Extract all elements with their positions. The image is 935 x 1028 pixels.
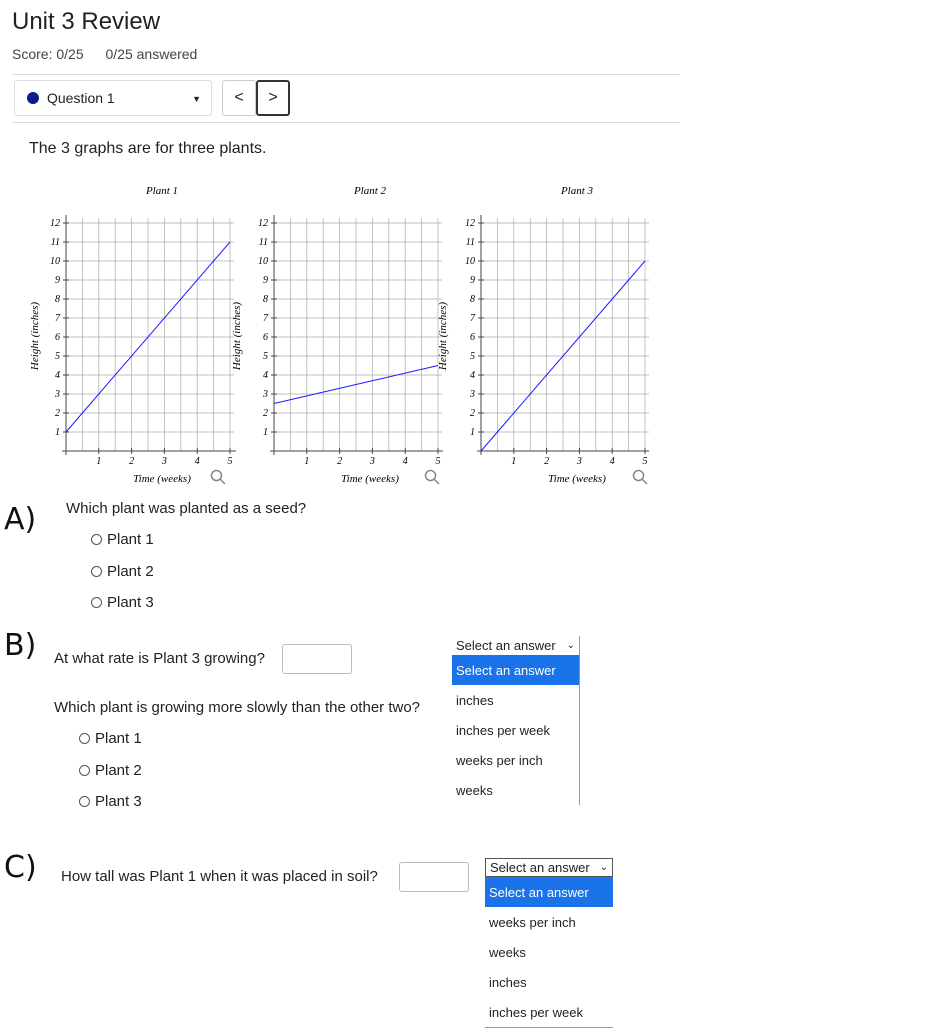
radio-option-label: Plant 3 [107, 594, 154, 611]
radio-circle-icon[interactable] [79, 765, 90, 776]
question-selector[interactable] [14, 80, 212, 116]
divider [12, 74, 680, 75]
y-tick-label: 8 [55, 294, 60, 305]
radio-option[interactable] [91, 531, 154, 548]
question-selector-label: Question 1 [47, 90, 115, 106]
y-tick-label: 10 [50, 256, 60, 267]
x-tick-label: 4 [194, 456, 200, 467]
graph-xlabel: Time (weeks) [341, 473, 399, 485]
dropdown-option[interactable]: inches [456, 692, 494, 708]
score-text: Score: 0/25 [12, 46, 84, 62]
graph-xlabel: Time (weeks) [133, 473, 191, 485]
y-tick-label: 2 [470, 408, 475, 419]
radio-option-label: Plant 1 [107, 531, 154, 548]
dropdown-option[interactable]: weeks per inch [456, 752, 543, 768]
y-tick-label: 12 [258, 218, 268, 229]
y-tick-label: 1 [263, 427, 268, 438]
graph-svg [228, 180, 443, 485]
part-c-label: C) [4, 850, 37, 885]
x-tick-label: 5 [642, 456, 648, 467]
x-tick-label: 2 [544, 456, 550, 467]
radio-option-label: Plant 1 [95, 730, 142, 747]
page-title: Unit 3 Review [12, 8, 161, 35]
y-tick-label: 12 [465, 218, 475, 229]
dropdown-option[interactable]: Select an answer [485, 877, 613, 907]
y-tick-label: 7 [263, 313, 268, 324]
radio-circle-icon[interactable] [91, 597, 102, 608]
unit-dropdown-b[interactable] [452, 636, 580, 805]
x-tick-label: 5 [227, 456, 233, 467]
x-tick-label: 3 [576, 456, 582, 467]
y-tick-label: 7 [55, 313, 60, 324]
graph-plant-1 [24, 180, 239, 490]
dropdown-option[interactable]: inches per week [456, 722, 550, 738]
radio-option[interactable] [79, 793, 142, 810]
dropdown-option[interactable]: weeks [489, 944, 526, 960]
x-tick-label: 4 [609, 456, 615, 467]
y-tick-label: 11 [258, 237, 268, 248]
radio-option-label: Plant 3 [95, 793, 142, 810]
part-b-label: B) [4, 628, 37, 663]
x-tick-label: 2 [337, 456, 343, 467]
chevron-down-icon: ⌄ [599, 862, 608, 873]
graph-ylabel: Height (inches) [437, 301, 449, 371]
graph-svg [434, 180, 649, 485]
y-tick-label: 4 [470, 370, 475, 381]
graph-title: Plant 2 [353, 185, 387, 197]
y-tick-label: 6 [470, 332, 475, 343]
x-tick-label: 1 [511, 456, 517, 467]
prev-question-button[interactable]: < [222, 80, 256, 116]
zoom-icon[interactable] [632, 469, 648, 490]
y-tick-label: 8 [263, 294, 268, 305]
x-tick-label: 3 [369, 456, 375, 467]
radio-option-label: Plant 2 [107, 563, 154, 580]
chevron-down-icon: ⌄ [566, 640, 575, 651]
graph-ylabel: Height (inches) [29, 301, 41, 371]
x-tick-label: 2 [129, 456, 135, 467]
caret-down-icon: ▼ [192, 94, 201, 104]
dropdown-option[interactable]: inches per week [489, 1004, 583, 1020]
y-tick-label: 9 [470, 275, 475, 286]
radio-option[interactable] [91, 594, 154, 611]
part-b-question-2: Which plant is growing more slowly than the other two? [54, 699, 421, 716]
y-tick-label: 3 [263, 389, 268, 400]
radio-option[interactable] [91, 563, 154, 580]
part-a-label: A) [4, 502, 37, 537]
y-tick-label: 10 [465, 256, 475, 267]
part-a-question: Which plant was planted as a seed? [66, 500, 307, 517]
y-tick-label: 11 [465, 237, 475, 248]
height-answer-input[interactable] [399, 862, 469, 892]
dropdown-option[interactable]: inches [489, 974, 527, 990]
x-tick-label: 4 [402, 456, 408, 467]
y-tick-label: 1 [55, 427, 60, 438]
y-tick-label: 10 [258, 256, 268, 267]
dropdown-option[interactable]: weeks [456, 782, 493, 798]
rate-answer-input[interactable] [282, 644, 352, 674]
unit-dropdown-c[interactable] [485, 858, 613, 1028]
part-c-question: How tall was Plant 1 when it was placed in soil? [61, 868, 378, 885]
x-tick-label: 5 [435, 456, 441, 467]
dropdown-option[interactable]: Select an answer [452, 655, 579, 685]
radio-circle-icon[interactable] [79, 796, 90, 807]
x-tick-label: 1 [304, 456, 310, 467]
y-tick-label: 9 [55, 275, 60, 286]
dropdown-header[interactable] [485, 858, 613, 877]
radio-option[interactable] [79, 762, 142, 779]
status-dot-icon [27, 92, 39, 104]
y-tick-label: 5 [55, 351, 60, 362]
radio-circle-icon[interactable] [79, 733, 90, 744]
y-tick-label: 12 [50, 218, 60, 229]
y-tick-label: 5 [263, 351, 268, 362]
y-tick-label: 2 [263, 408, 268, 419]
y-tick-label: 4 [55, 370, 60, 381]
answered-text: 0/25 answered [105, 46, 198, 62]
radio-option-label: Plant 2 [95, 762, 142, 779]
dropdown-selected: Select an answer [490, 860, 590, 875]
dropdown-selected: Select an answer [456, 638, 556, 653]
graph-plant-2 [228, 180, 443, 490]
y-tick-label: 7 [470, 313, 475, 324]
divider [12, 122, 680, 123]
dropdown-header[interactable] [452, 636, 580, 655]
part-b-question-1: At what rate is Plant 3 growing? [54, 650, 265, 667]
graph-title: Plant 1 [145, 185, 179, 197]
y-tick-label: 2 [55, 408, 60, 419]
y-tick-label: 6 [263, 332, 268, 343]
next-question-button[interactable]: > [256, 80, 290, 116]
radio-circle-icon[interactable] [91, 566, 102, 577]
graph-svg [24, 180, 239, 485]
y-tick-label: 3 [55, 389, 60, 400]
graph-ylabel: Height (inches) [231, 301, 243, 371]
zoom-icon[interactable] [210, 469, 226, 490]
radio-circle-icon[interactable] [91, 534, 102, 545]
graph-title: Plant 3 [560, 185, 594, 197]
y-tick-label: 5 [470, 351, 475, 362]
graph-plant-3 [434, 180, 649, 490]
x-tick-label: 3 [161, 456, 167, 467]
y-tick-label: 6 [55, 332, 60, 343]
y-tick-label: 3 [470, 389, 475, 400]
radio-option[interactable] [79, 730, 142, 747]
dropdown-option[interactable]: weeks per inch [489, 914, 576, 930]
y-tick-label: 9 [263, 275, 268, 286]
y-tick-label: 4 [263, 370, 268, 381]
x-tick-label: 1 [96, 456, 102, 467]
question-intro: The 3 graphs are for three plants. [29, 140, 267, 157]
y-tick-label: 11 [50, 237, 60, 248]
graph-xlabel: Time (weeks) [548, 473, 606, 485]
score-bar [12, 46, 215, 62]
y-tick-label: 8 [470, 294, 475, 305]
y-tick-label: 1 [470, 427, 475, 438]
